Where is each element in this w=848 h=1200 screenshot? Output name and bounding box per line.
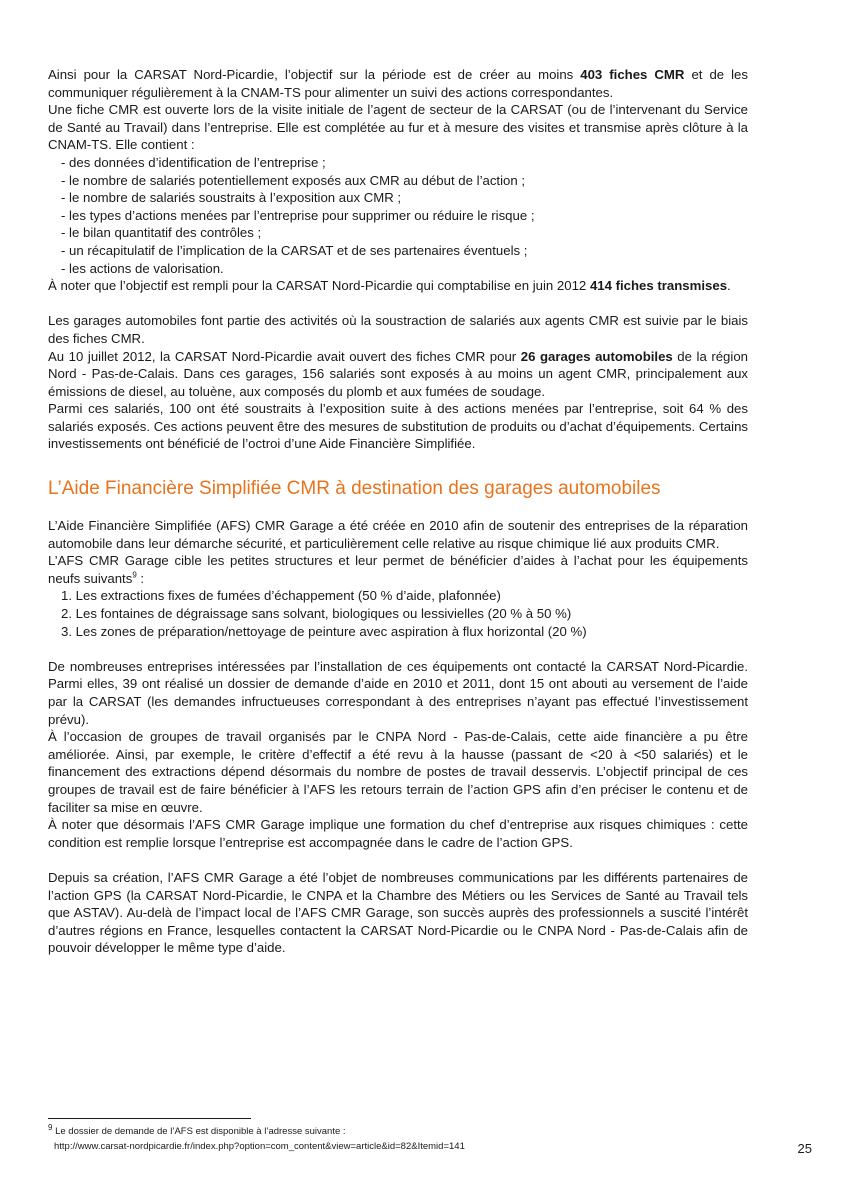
- list-item: - le nombre de salariés potentiellement exposés aux CMR au début de l’action ;: [61, 172, 526, 188]
- equipment-list: [48, 587, 748, 640]
- list-item: 2. Les fontaines de dégraissage sans solvant, biologiques ou lessivielles (20 % à 50 %): [61, 606, 572, 622]
- paragraph-garages-stats: [48, 348, 748, 401]
- paragraph-fiche-cmr: Une fiche CMR est ouverte lors de la visite initiale de l’agent de secteur de la CARSAT (ou de l’intervenant du Service de Santé au Travail) dans l’entreprise. Elle est complétée au fur et à mesure des visites et transmise après clôture à la CNAM-TS. Elle contient :: [48, 102, 748, 153]
- text-run: et de les communiquer régulièrement à la CNAM-TS pour alimenter un suivi des actions correspondantes.: [48, 67, 748, 100]
- footnote-url[interactable]: http://www.carsat-nordpicardie.fr/index.php?option=com_content&view=article&id=82&Itemid=141: [54, 1141, 465, 1152]
- bold-figure: 403 fiches CMR: [580, 67, 685, 82]
- text-run: Au 10 juillet 2012, la CARSAT Nord-Picardie avait ouvert des fiches CMR pour: [48, 348, 521, 364]
- paragraph-garages: Les garages automobiles font partie des activités où la soustraction de salariés aux agents CMR est suivie par le biais des fiches CMR.: [48, 313, 748, 346]
- list-item: - les actions de valorisation.: [61, 260, 224, 276]
- paragraph-objective: [48, 66, 748, 101]
- footnote-reference: 9: [132, 570, 137, 580]
- list-item: - le nombre de salariés soustraits à l’exposition aux CMR ;: [61, 190, 402, 206]
- footnote-text: [48, 1124, 748, 1139]
- section-heading: L’Aide Financière Simplifiée CMR à destination des garages automobiles: [48, 478, 661, 500]
- bold-figure: 26 garages automobiles: [520, 348, 673, 364]
- paragraph-companies: De nombreuses entreprises intéressées par l’installation de ces équipements ont contacté la CARSAT Nord-Picardie. Parmi elles, 39 ont réalisé un dossier de demande d’aide en 2010 et 2011, dont 15 ont abouti au versement de l’aide par la CARSAT (les demandes infructueuses correspondant à des entreprises n’ayant pas effectué l’investissement prévu).: [48, 658, 748, 727]
- text-run: Ainsi pour la CARSAT Nord-Picardie, l’objectif sur la période est de créer au moins: [48, 67, 581, 82]
- text-run: de la région Nord - Pas-de-Calais. Dans ces garages, 156 salariés sont exposés à au moins un agent CMR, principalement aux émissions de diesel, au toluène, aux composés du plomb et aux fumées de soudage.: [48, 348, 748, 399]
- paragraph-objective-met: [48, 277, 748, 295]
- list-item: 1. Les extractions fixes de fumées d’échappement (50 % d’aide, plafonnée): [61, 588, 501, 604]
- footnote: [48, 1124, 748, 1154]
- text-run: L’AFS CMR Garage cible les petites structures et leur permet de bénéficier d’aides à l’achat pour les équipements neufs suivants: [48, 553, 748, 586]
- fiche-contents-list: [48, 154, 748, 277]
- bold-figure: 414 fiches transmises: [589, 278, 728, 294]
- page-number: 25: [797, 1141, 812, 1156]
- paragraph-afs-intro: L’Aide Financière Simplifiée (AFS) CMR Garage a été créée en 2010 afin de soutenir des entreprises de la réparation automobile dans leur démarche sécurité, et particulièrement celle relative au risque chimique lié aux produits CMR.: [48, 518, 748, 551]
- page-body: [48, 66, 748, 957]
- spacer: [48, 851, 748, 869]
- text-run: À noter que l’objectif est rempli pour la CARSAT Nord-Picardie qui comptabilise en juin 2012: [48, 278, 590, 294]
- list-item: 3. Les zones de préparation/nettoyage de peinture avec aspiration à flux horizontal (20 %): [61, 623, 587, 639]
- paragraph-salaries: Parmi ces salariés, 100 ont été soustraits à l’exposition suite à des actions menées par l’entreprise, soit 64 % des salariés exposés. Ces actions peuvent être des mesures de substitution de produits ou d’achat d’équipements. Certains investissements ont bénéficié de l’octroi d’une Aide Financière Simplifiée.: [48, 401, 748, 452]
- footnote-mark: 9: [48, 1122, 53, 1132]
- paragraph-working-groups: À l’occasion de groupes de travail organisés par le CNPA Nord - Pas-de-Calais, cette aide financière a pu être améliorée. Ainsi, par exemple, le critère d’effectif a été revu à la hausse (passant de <20 à <50 salariés) et le financement des extractions dépend désormais du nombre de postes de travail desservis. L’objectif principal de ces groupes de travail est de faire bénéficier à l’AFS les retours terrain de l’action GPS afin d’en préciser le contenu et de faciliter sa mise en œuvre.: [48, 729, 748, 815]
- list-item: - les types d’actions menées par l’entreprise pour supprimer ou réduire le risque ;: [61, 207, 535, 223]
- spacer: [48, 295, 748, 313]
- footnote-body: Le dossier de demande de l’AFS est disponible à l’adresse suivante :: [52, 1126, 346, 1137]
- spacer: [48, 640, 748, 658]
- list-item: - des données d’identification de l’entreprise ;: [61, 154, 326, 170]
- paragraph-communications: Depuis sa création, l’AFS CMR Garage a été l’objet de nombreuses communications par les différents partenaires de l’action GPS (la CARSAT Nord-Picardie, le CNPA et la Chambre des Métiers ou les Services de Santé au Travail tels que ASTAV). Au-delà de l’impact local de l’AFS CMR Garage, son succès auprès des professionnels a suscité l’intérêt d’autres régions en France, lesquelles contactent la CARSAT Nord-Picardie ou le CNPA Nord - Pas-de-Calais afin de pouvoir développer le même type d’aide.: [48, 869, 748, 956]
- list-item: - le bilan quantitatif des contrôles ;: [61, 225, 262, 241]
- text-run: .: [727, 278, 731, 294]
- paragraph-training: À noter que désormais l’AFS CMR Garage implique une formation du chef d’entreprise aux risques chimiques : cette condition est remplie lorsque l’entreprise est accompagnée dans le cadre de l’action GPS.: [48, 817, 748, 850]
- paragraph-afs-target: [48, 552, 748, 587]
- text-run: :: [136, 570, 145, 586]
- list-item: - un récapitulatif de l’implication de la CARSAT et de ses partenaires éventuels ;: [61, 242, 528, 258]
- footnote-divider: [48, 1118, 251, 1119]
